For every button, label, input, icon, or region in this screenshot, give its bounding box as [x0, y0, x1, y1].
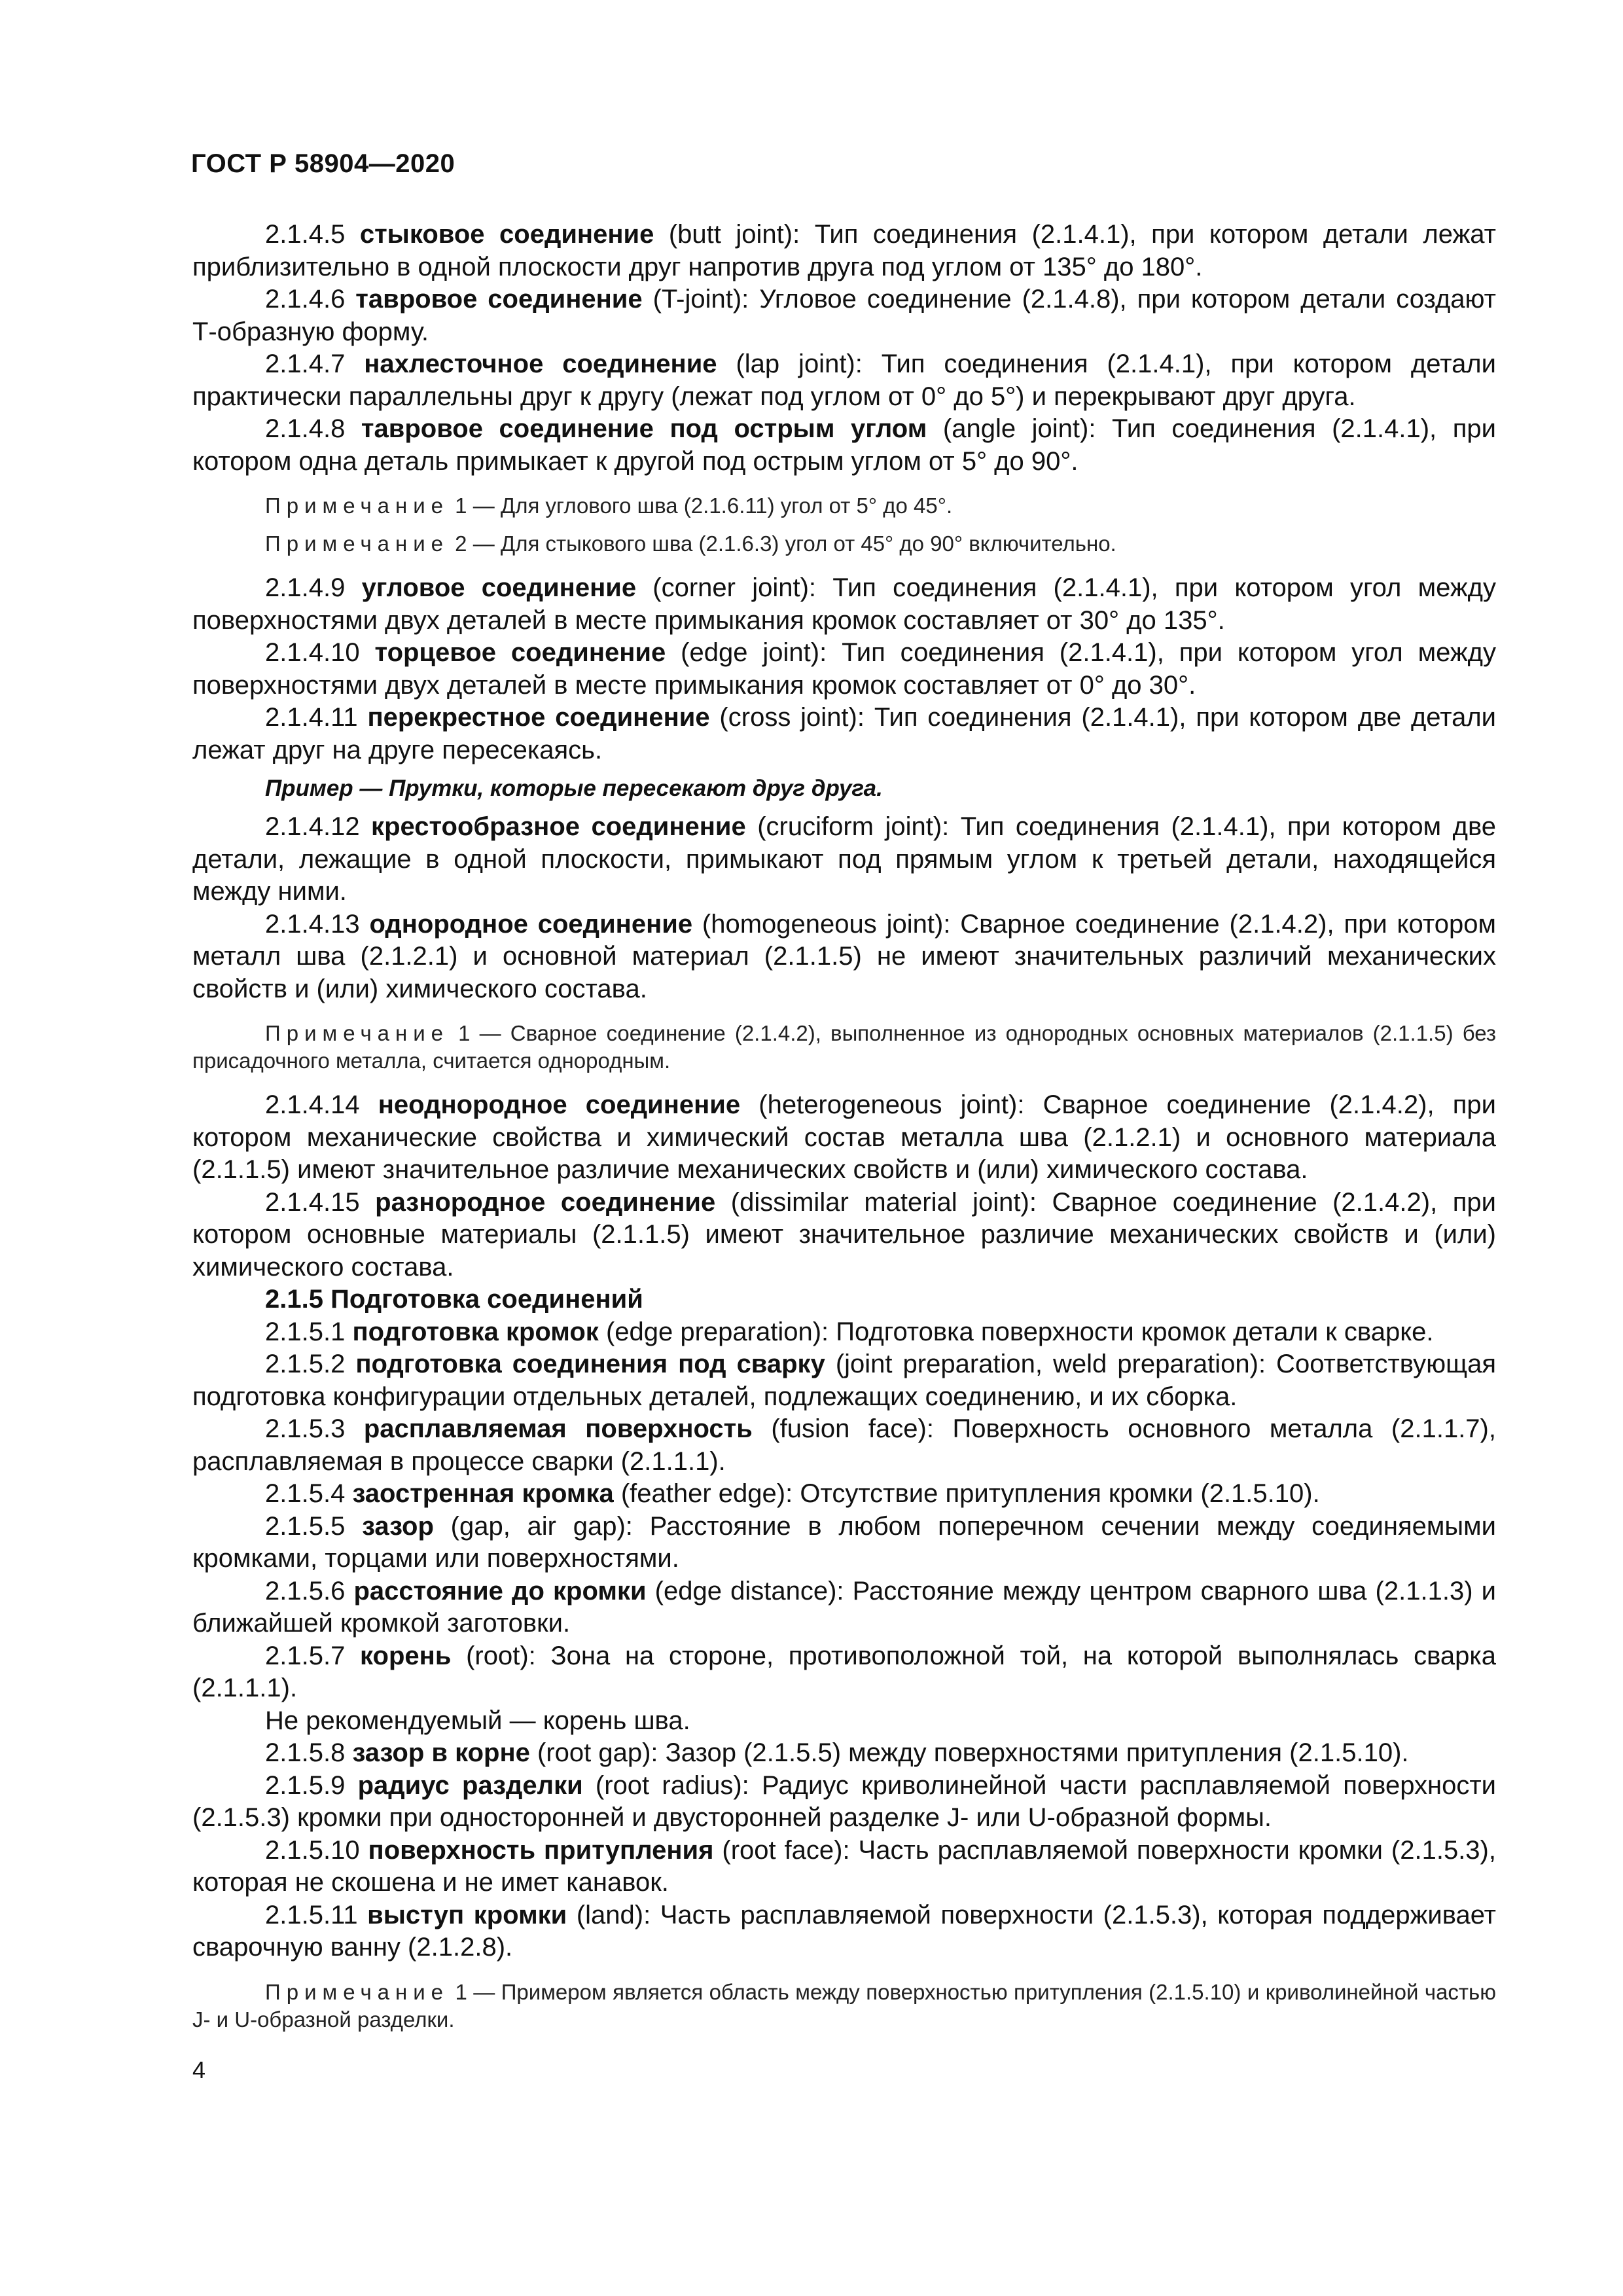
note-label: Примечание — [265, 493, 450, 518]
note: Примечание 1 — Примером является область между поверхностью притупления (2.1.5.10) и криволинейной частью J- и U-образной разделки. — [192, 1979, 1496, 2032]
term: поверхность притупления — [368, 1835, 714, 1865]
term-paragraph: 2.1.5.7 корень (root): Зона на стороне, противоположной той, на которой выполнялась сварка (2.1.1.1). — [192, 1641, 1496, 1702]
term: однородное соединение — [369, 909, 693, 939]
term-paragraph: 2.1.4.13 однородное соединение (homogeneous joint): Сварное соединение (2.1.4.2), при котором металл шва (2.1.2.1) и основной материал (2.1.1.5) не имеют значительных различий механических свойств и (или) химического состава. — [192, 909, 1496, 1003]
term-paragraph: 2.1.5.8 зазор в корне (root gap): Зазор (2.1.5.5) между поверхностями притупления (2.1.5.10). — [265, 1738, 1409, 1767]
term: заостренная кромка — [352, 1479, 614, 1508]
term: подготовка кромок — [352, 1317, 599, 1346]
page-number: 4 — [192, 2056, 206, 2083]
term-paragraph: 2.1.4.8 тавровое соединение под острым углом (angle joint): Тип соединения (2.1.4.1), при котором одна деталь примыкает к другой под острым углом от 5° до 90°. — [192, 414, 1497, 476]
term: расстояние до кромки — [353, 1576, 647, 1605]
term-paragraph: 2.1.5.6 расстояние до кромки (edge distance): Расстояние между центром сварного шва (2.1.1.3) и ближайшей кромкой заготовки. — [192, 1576, 1496, 1638]
term-paragraph: 2.1.5.9 радиус разделки (root radius): Радиус криволинейной части расплавляемой поверхности (2.1.5.3) кромки при односторонней и двусторонней разделке J- или U-образной формы. — [192, 1770, 1496, 1832]
term: неоднородное соединение — [378, 1090, 741, 1119]
term-paragraph: 2.1.5.11 выступ кромки (land): Часть расплавляемой поверхности (2.1.5.3), которая поддерживает сварочную ванну (2.1.2.8). — [192, 1900, 1496, 1962]
term: перекрестное соединение — [367, 703, 710, 732]
note-label: Примечание — [265, 1021, 450, 1045]
term-paragraph: 2.1.5.10 поверхность притупления (root face): Часть расплавляемой поверхности кромки (2.1.5.3), которая не скошена и не имет канавок. — [192, 1835, 1496, 1897]
term: выступ кромки — [367, 1900, 567, 1929]
term-paragraph: 2.1.5.2 подготовка соединения под сварку (joint preparation, weld preparation): Соответствующая подготовка конфигурации отдельных деталей, подлежащих соединению, и их сборка. — [192, 1350, 1496, 1411]
document-body — [192, 219, 1496, 2044]
term-paragraph: 2.1.4.9 угловое соединение (corner joint): Тип соединения (2.1.4.1), при котором угол между поверхностями двух деталей в месте примыкания кромок составляет от 30° до 135°. — [192, 573, 1496, 635]
term: торцевое соединение — [374, 638, 666, 667]
note-label: Примечание — [265, 531, 450, 556]
note: Примечание 1 — Сварное соединение (2.1.4.2), выполненное из однородных основных материалов (2.1.1.5) без присадочного металла, считается однородным. — [192, 1021, 1496, 1073]
term: корень — [360, 1641, 452, 1670]
term: зазор в корне — [352, 1738, 530, 1767]
term-paragraph: 2.1.5.5 зазор (gap, air gap): Расстояние в любом поперечном сечении между соединяемыми кромками, торцами или поверхностями. — [192, 1511, 1496, 1573]
term-paragraph: 2.1.4.10 торцевое соединение (edge joint): Тип соединения (2.1.4.1), при котором угол между поверхностями двух деталей в месте примыкания кромок составляет от 0° до 30°. — [192, 638, 1496, 700]
deprecated-term: Не рекомендуемый — корень шва. — [265, 1706, 690, 1735]
term: разнородное соединение — [375, 1187, 716, 1217]
term-paragraph: 2.1.4.14 неоднородное соединение (heterogeneous joint): Сварное соединение (2.1.4.2), при котором механические свойства и химический состав металла шва (2.1.2.1) и основного материала (2.1.1.5) имеют значительное различие механических свойств и (или) химического состава. — [192, 1090, 1496, 1184]
term: стыковое соединение — [359, 220, 654, 249]
term: нахлесточное соединение — [364, 350, 717, 378]
term: расплавляемая поверхность — [363, 1414, 753, 1443]
term: подготовка соединения под сварку — [355, 1350, 825, 1378]
term: угловое соединение — [361, 573, 637, 602]
page-header-title: ГОСТ Р 58904—2020 — [191, 149, 455, 178]
term: зазор — [362, 1511, 434, 1541]
term: крестообразное соединение — [371, 812, 746, 841]
note-label: Примечание — [265, 1979, 450, 2004]
term-paragraph: 2.1.5.1 подготовка кромок (edge preparation): Подготовка поверхности кромок детали к сварке. — [265, 1317, 1434, 1346]
note: Примечание 1 — Для углового шва (2.1.6.11) угол от 5° до 45°. — [265, 493, 953, 518]
term-paragraph: 2.1.4.7 нахлесточное соединение (lap joint): Тип соединения (2.1.4.1), при котором детали практически параллельны друг к другу (лежат под углом от 0° до 5°) и перекрывают друг друга. — [192, 350, 1496, 411]
term: тавровое соединение под острым углом — [361, 414, 927, 443]
term-paragraph: 2.1.4.5 стыковое соединение (butt joint): Тип соединения (2.1.4.1), при котором детали лежат приблизительно в одной плоскости друг напротив друга под углом от 135° до 180°. — [192, 220, 1496, 281]
section-heading: 2.1.5 Подготовка соединений — [265, 1285, 643, 1314]
term-paragraph: 2.1.5.3 расплавляемая поверхность (fusion face): Поверхность основного металла (2.1.1.7), расплавляемая в процессе сварки (2.1.1.1). — [192, 1414, 1496, 1476]
term-paragraph: 2.1.5.4 заостренная кромка (feather edge): Отсутствие притупления кромки (2.1.5.10). — [265, 1479, 1320, 1508]
term-paragraph: 2.1.4.12 крестообразное соединение (cruciform joint): Тип соединения (2.1.4.1), при котором две детали, лежащие в одной плоскости, примыкают под прямым углом к третьей детали, находящейся между ними. — [192, 812, 1496, 906]
term-paragraph: 2.1.4.11 перекрестное соединение (cross joint): Тип соединения (2.1.4.1), при котором две детали лежат друг на друге пересекаясь. — [192, 703, 1496, 764]
term: радиус разделки — [357, 1770, 583, 1800]
term-paragraph: 2.1.4.15 разнородное соединение (dissimilar material joint): Сварное соединение (2.1.4.2), при котором основные материалы (2.1.1.5) имеют значительное различие механических свойств и (или) химического состава. — [192, 1187, 1496, 1282]
example: Пример — Прутки, которые пересекают друг друга. — [265, 776, 883, 801]
note: Примечание 2 — Для стыкового шва (2.1.6.3) угол от 45° до 90° включительно. — [265, 531, 1116, 556]
term: тавровое соединение — [355, 285, 643, 314]
term-paragraph: 2.1.4.6 тавровое соединение (T-joint): Угловое соединение (2.1.4.8), при котором детали создают Т-образную форму. — [192, 285, 1496, 346]
